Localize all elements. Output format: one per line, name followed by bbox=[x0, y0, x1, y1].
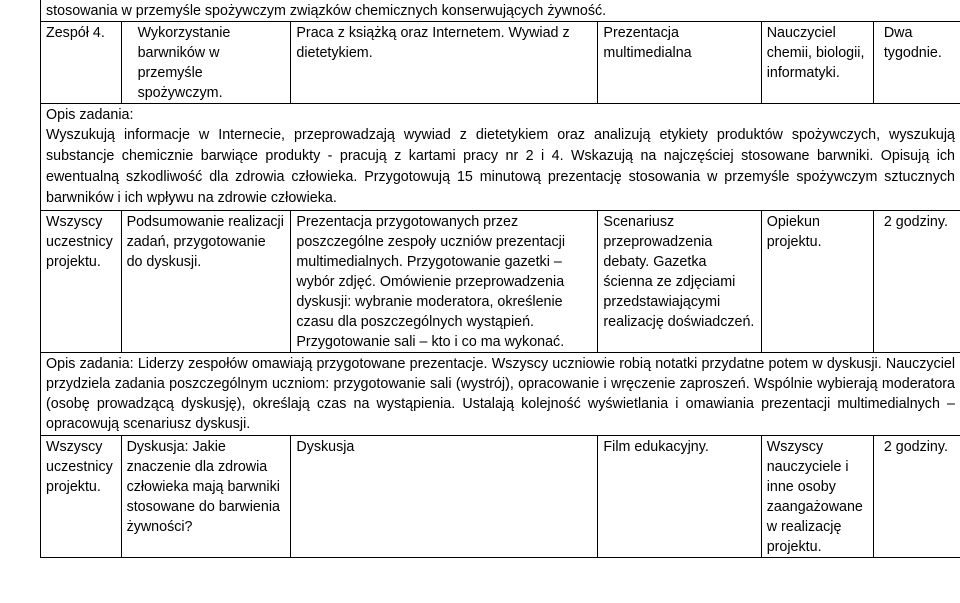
cell-teacher: Opiekun projektu. bbox=[761, 211, 873, 353]
cell-team: Wszyscy uczestnicy projektu. bbox=[41, 211, 122, 353]
cell-time: Dwa tygodnie. bbox=[873, 22, 960, 104]
cell-result: Film edukacyjny. bbox=[598, 436, 761, 558]
cell-topic: Dyskusja: Jakie znaczenie dla zdrowia człowieka mają barwniki stosowane do barwienia żywności? bbox=[121, 436, 291, 558]
task-description bbox=[41, 353, 960, 436]
cell-result: Scenariusz przeprowadzenia debaty. Gazetka ścienna ze zdjęciami przedstawiającymi realizację doświadczeń. bbox=[598, 211, 761, 353]
continued-text-line: stosowania w przemyśle spożywczym związków chemicznych konserwujących żywność. bbox=[46, 3, 607, 19]
task-description bbox=[41, 104, 960, 211]
cell-team: Wszyscy uczestnicy projektu. bbox=[41, 436, 122, 558]
task-description-text bbox=[46, 354, 955, 434]
desc-part: Liderzy zespołów omawiają przygotowane prezentacje. Wszyscy uczniowie robią notatki przydatne potem w dyskusji. Nauczyciel przydziela zadania poszczególnym uczniom: przygotowanie sali (wystrój), opracowanie i wręczenie zaproszeń. Wspólnie wybierają moderatora (osobę prowadzącą dyskusję), określają czas na wystąpienia. Ustalają kolejność wyświetlania i omawiania prezentacji multimedialnych – opracowują scenariusz dyskusji. bbox=[46, 356, 955, 432]
cell-team: Zespół 4. bbox=[41, 22, 122, 104]
table-row bbox=[41, 436, 960, 558]
cell-method: Prezentacja przygotowanych przez poszczególne zespoły uczniów prezentacji multimedialnych. Przygotowanie gazetki – wybór zdjęć. Omówienie przeprowadzenia dyskusji: wybranie moderatora, określenie czasu dla poszczególnych wystąpień. Przygotowanie sali – kto i co ma wykonać. bbox=[291, 211, 598, 353]
desc-part: Wyszukują informacje w Internecie, przeprowadzają wywiad z dietetykiem oraz analizują etykiety produktów spożywczych, wyszukują substancje chemicznie barwiące produkty - pracują z kartami pracy nr 2 i 4. bbox=[46, 127, 955, 164]
cell-teacher: Nauczyciel chemii, biologii, informatyki. bbox=[761, 22, 873, 104]
desc-part-highlight: Wskazują na najczęściej stosowane barwniki. Opisują ich ewentualną szkodliwość dla zdrowia człowieka. bbox=[46, 148, 955, 185]
cell-topic: Wykorzystanie barwników w przemyśle spożywczym. bbox=[121, 22, 291, 104]
cell-result: Prezentacja multimedialna bbox=[598, 22, 761, 104]
table-row bbox=[41, 0, 960, 22]
cell-time: 2 godziny. bbox=[873, 211, 960, 353]
cell-time: 2 godziny. bbox=[873, 436, 960, 558]
task-description-label: Opis zadania: bbox=[46, 356, 134, 372]
table-row bbox=[41, 22, 960, 104]
cell-method: Dyskusja bbox=[291, 436, 598, 558]
task-description-label: Opis zadania: bbox=[46, 107, 134, 123]
desc-part-end: Przygotowują 15 minutową prezentację stosowania w przemyśle spożywczym sztucznych barwników i ich wpływu na zdrowie człowieka. bbox=[46, 169, 955, 206]
project-plan-table bbox=[40, 0, 960, 558]
table-row bbox=[41, 353, 960, 436]
cell-method: Praca z książką oraz Internetem. Wywiad z dietetykiem. bbox=[291, 22, 598, 104]
task-description-text bbox=[46, 125, 955, 209]
cell-topic: Podsumowanie realizacji zadań, przygotowanie do dyskusji. bbox=[121, 211, 291, 353]
table-row bbox=[41, 104, 960, 211]
continued-text bbox=[41, 0, 960, 22]
cell-teacher: Wszyscy nauczyciele i inne osoby zaangażowane w realizację projektu. bbox=[761, 436, 873, 558]
table-row bbox=[41, 211, 960, 353]
